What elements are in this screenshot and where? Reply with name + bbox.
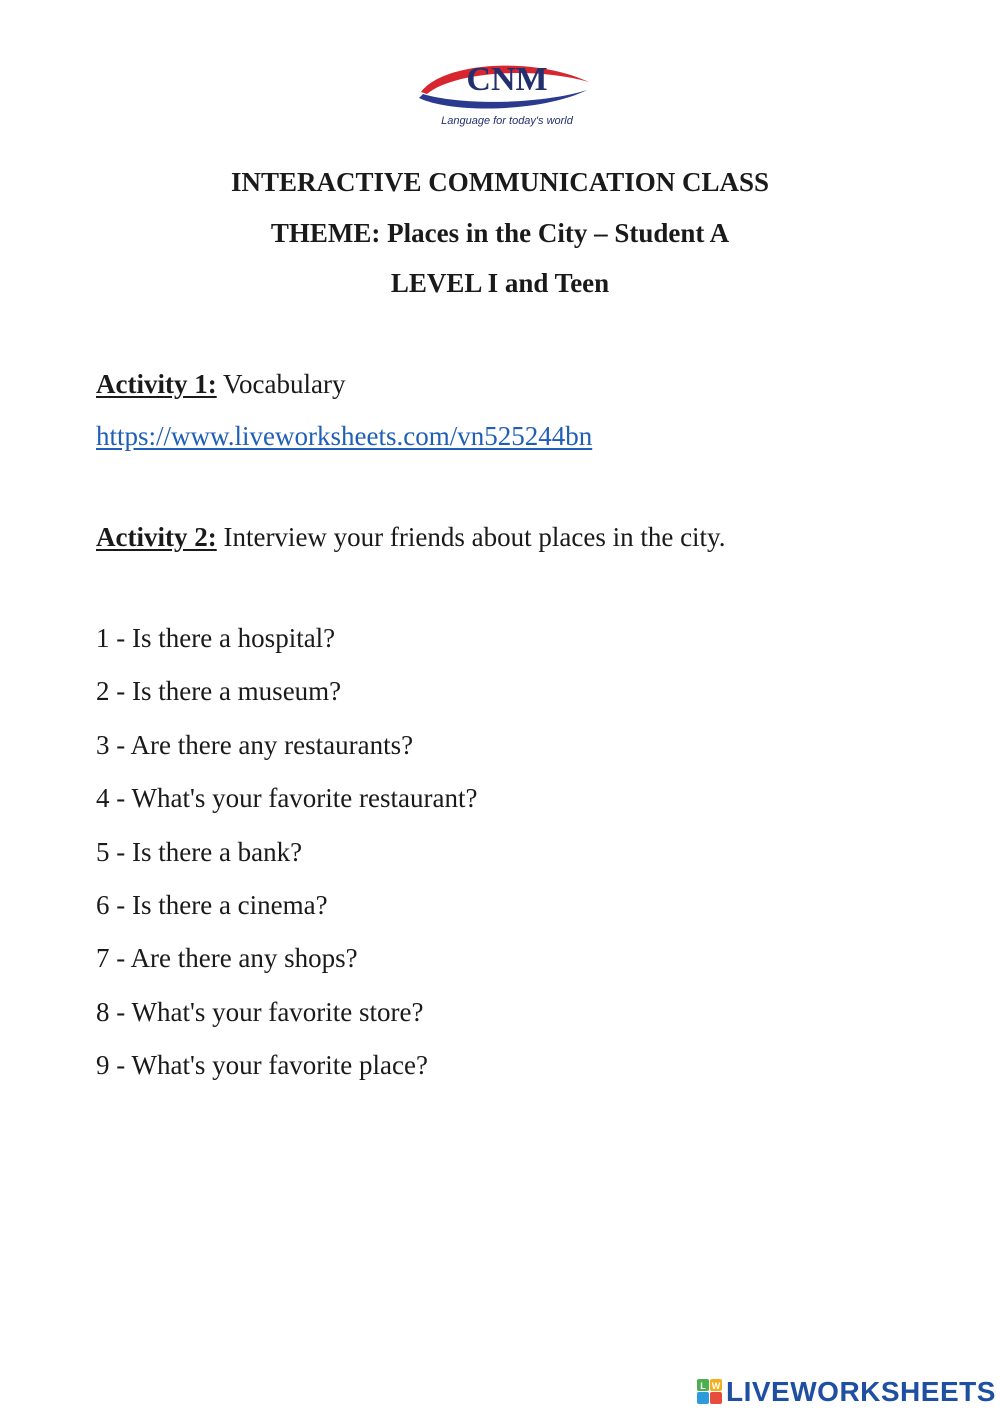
liveworksheets-brand [697, 1376, 996, 1408]
question-item: 5 - Is there a bank? [96, 836, 303, 867]
question-item: 4 - What's your favorite restaurant? [96, 783, 478, 814]
activity-1 [96, 368, 345, 400]
question-item: 2 - Is there a museum? [96, 676, 342, 707]
activity-1-label: Activity 1: [96, 369, 217, 399]
logo-tagline: Language for today's world [441, 115, 573, 127]
question-item: 7 - Are there any shops? [96, 943, 358, 974]
header-title: INTERACTIVE COMMUNICATION CLASS [230, 167, 770, 197]
liveworksheets-logo-icon [697, 1379, 723, 1405]
header-level: LEVEL I and Teen [390, 268, 610, 298]
activity-1-link-line [96, 420, 592, 452]
question-list [96, 622, 477, 1103]
logo-brand-text: CNM [466, 61, 548, 98]
activity-2-label: Activity 2: [96, 522, 217, 552]
activity-2-text: Interview your friends about places in the city. [216, 522, 726, 552]
question-item: 8 - What's your favorite store? [96, 996, 424, 1027]
vocabulary-link[interactable]: https://www.liveworksheets.com/vn525244bn [96, 421, 593, 451]
question-item: 1 - Is there a hospital? [96, 623, 336, 653]
question-item: 3 - Are there any restaurants? [96, 729, 414, 760]
question-item: 6 - Is there a cinema? [96, 889, 328, 920]
activity-1-text: Vocabulary [216, 369, 346, 399]
header-theme: THEME: Places in the City – Student A [270, 218, 730, 248]
svg-text:W: W [711, 1381, 721, 1391]
liveworksheets-text: LIVEWORKSHEETS [726, 1376, 996, 1407]
svg-text:L: L [700, 1381, 706, 1391]
activity-2 [96, 521, 726, 553]
cnm-logo [413, 54, 593, 132]
question-item: 9 - What's your favorite place? [96, 1050, 428, 1081]
